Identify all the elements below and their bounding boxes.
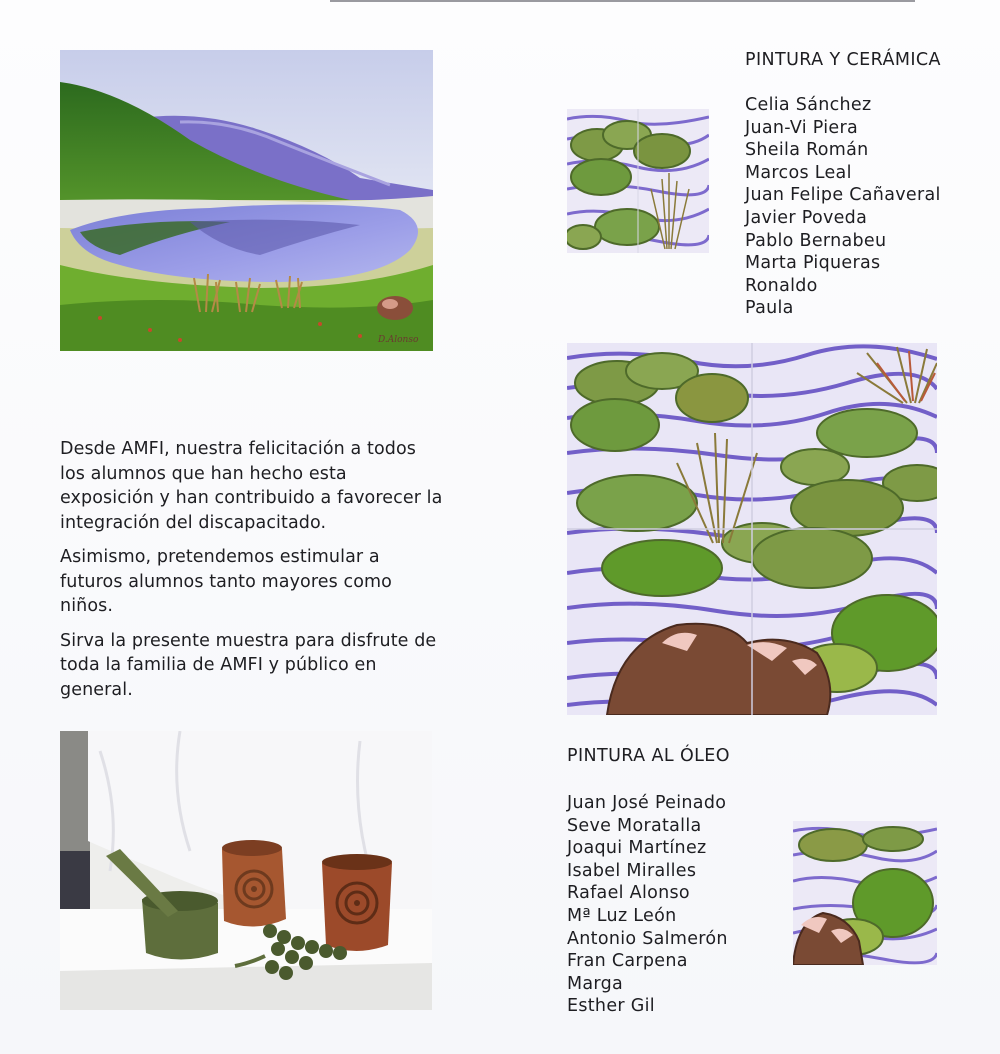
list-item: Juan Felipe Cañaveral bbox=[745, 185, 941, 206]
list-item: Juan-Vi Piera bbox=[745, 117, 858, 138]
list-item: Rafael Alonso bbox=[567, 883, 690, 904]
list-item: Ronaldo bbox=[745, 275, 818, 296]
list-item: Pablo Bernabeu bbox=[745, 230, 887, 251]
top-edge-line bbox=[330, 0, 915, 2]
intro-text bbox=[60, 437, 445, 712]
intro-paragraph-1: Desde AMFI, nuestra felicitación a todos los alumnos que han hecho esta exposición y han contribuido a favorecer la integración del discapacitado. bbox=[60, 439, 443, 533]
small-tile-painting-2 bbox=[793, 821, 937, 965]
svg-text:D.Alonso: D.Alonso bbox=[378, 335, 419, 345]
list-item: Fran Carpena bbox=[567, 951, 688, 972]
artists-list-oleo bbox=[567, 792, 728, 1018]
list-item: Sheila Román bbox=[745, 140, 869, 161]
list-item: Paula bbox=[745, 298, 794, 319]
list-item: Joaqui Martínez bbox=[567, 838, 707, 859]
tile-mural-painting bbox=[567, 343, 937, 715]
list-item: Javier Poveda bbox=[745, 207, 868, 228]
list-item: Antonio Salmerón bbox=[567, 928, 728, 949]
list-item: Marga bbox=[567, 973, 624, 994]
list-item: Marcos Leal bbox=[745, 162, 852, 183]
ceramics-photo bbox=[60, 731, 432, 1010]
artists-list-ceramica bbox=[745, 94, 941, 320]
list-item: Isabel Miralles bbox=[567, 860, 697, 881]
list-item: Celia Sánchez bbox=[745, 95, 872, 115]
small-tile-painting bbox=[567, 109, 709, 253]
intro-paragraph-3: Sirva la presente muestra para disfrute de toda la familia de AMFI y público en general. bbox=[60, 630, 437, 700]
list-item: Juan José Peinado bbox=[567, 793, 727, 813]
list-item: Esther Gil bbox=[567, 996, 655, 1017]
intro-paragraph-2: Asimismo, pretendemos estimular a futuros alumnos tanto mayores como niños. bbox=[60, 547, 392, 616]
landscape-painting bbox=[60, 50, 433, 351]
list-item: Marta Piqueras bbox=[745, 253, 881, 274]
list-item: Mª Luz León bbox=[567, 905, 677, 926]
section-title-oleo: PINTURA AL ÓLEO bbox=[567, 746, 730, 766]
list-item: Seve Moratalla bbox=[567, 815, 702, 836]
section-title-ceramica: PINTURA Y CERÁMICA bbox=[745, 50, 941, 70]
